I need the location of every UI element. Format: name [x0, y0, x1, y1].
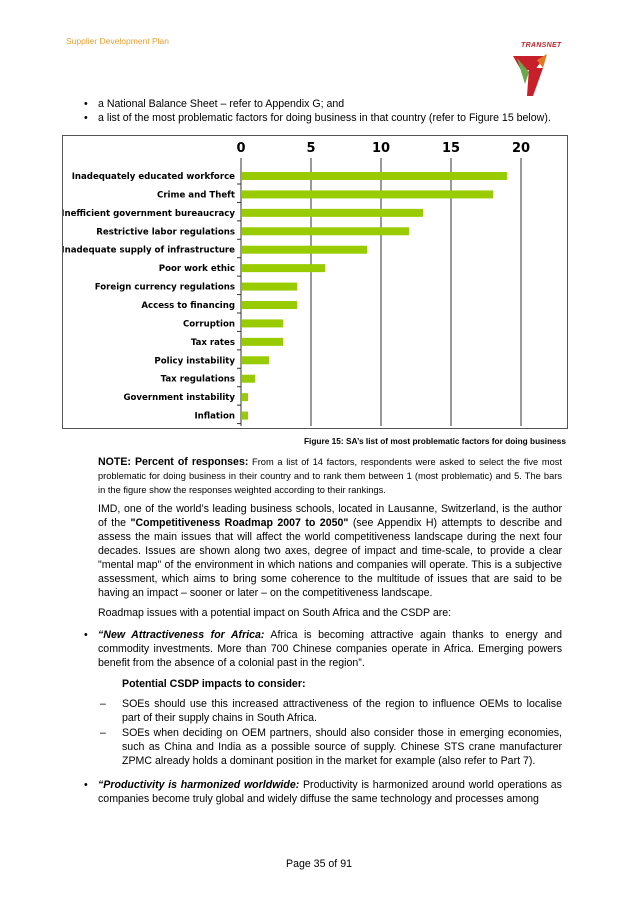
x-tick-label: 0: [236, 141, 246, 156]
imd-roadmap-title: "Competitiveness Roadmap 2007 to 2050": [130, 517, 349, 529]
item2-title: “Productivity is harmonized worldwide:: [98, 779, 300, 791]
bar: [242, 319, 283, 327]
category-label: Inflation: [194, 411, 235, 422]
category-label: Tax rates: [190, 337, 235, 348]
category-label: Government instability: [123, 393, 235, 404]
intro-bullet-2-text: a list of the most problematic factors for doing business in that country (refer to Figure 15 below).: [98, 112, 551, 124]
bar: [242, 283, 297, 291]
imd-text-1: IMD, one of the world’s leading business schools, located in Lausanne, Switzerland, is the author of the: [98, 503, 562, 529]
category-label: Tax regulations: [160, 374, 235, 385]
figure-caption: Figure 15: SA’s list of most problematic factors for doing business: [303, 436, 566, 446]
bar: [242, 393, 248, 401]
item1-text: Africa is becoming attractive again thanks to energy and commodity investments. More than 700 Chinese companies operate in Africa. Emerging powers benefit from the absence of a colonial past in the region”.: [98, 629, 562, 669]
roadmap-intro: Roadmap issues with a potential impact on South Africa and the CSDP are:: [98, 607, 452, 619]
logo-text: TRANSNET: [521, 42, 562, 49]
impact-item-2: – SOEs when deciding on OEM partners, should also consider those in emerging economies, such as China and India as a possible source of supply. Chinese STS crane manufacturer ZPMC already holds a dominant position in the market for example (also refer to Part 7).: [100, 727, 562, 767]
item1-paragraph: • “New Attractiveness for Africa: Africa is becoming attractive again thanks to energy and commodity investments. More than 700 Chinese companies operate in Africa. Emerging powers benefit from the absence of a colonial past in the region”.: [84, 629, 562, 669]
intro-bullet-1-text: a National Balance Sheet – refer to Appendix G; and: [98, 98, 345, 110]
imd-text-2: (see Appendix H) attempts to describe and assess the main issues that will affect the world competitiveness landscape during the next four decades. Issues are shown along two axes, degree of impact and time-scale, to provide a clear "mental map" of the environment in which nations and companies will operate. This is a subjective assessment, which aims to bring some coherence to the multitude of issues that are said to be having an impact – sooner or later – on the competitiveness landscape.: [98, 517, 562, 599]
imd-paragraph: [98, 502, 562, 600]
impact-item-1: – SOEs should use this increased attractiveness of the region to influence OEMs to localise part of their supply chains in South Africa.: [100, 698, 562, 724]
bar: [242, 227, 409, 235]
category-label: Crime and Theft: [157, 190, 235, 201]
x-tick-label: 5: [306, 141, 316, 156]
x-tick-label: 15: [441, 141, 461, 156]
category-label: Access to financing: [141, 301, 235, 311]
bar: [242, 264, 325, 272]
bar: [242, 172, 507, 180]
bar: [242, 375, 255, 383]
category-label: Policy instability: [154, 356, 235, 367]
bar: [242, 301, 297, 309]
x-tick-label: 10: [371, 141, 391, 156]
item2-text: Productivity is harmonized around world operations as companies become truly global and widely diffuse the same technology and processes among: [98, 779, 562, 805]
bar: [242, 190, 493, 198]
bar: [242, 246, 367, 254]
category-label: Inadequately educated workforce: [71, 172, 235, 182]
bar: [242, 356, 269, 364]
note-text: From a list of 14 factors, respondents were asked to select the five most problematic for doing business in their country and to rank them between 1 (most problematic) and 5. The bars in the figure show the responses weighted according to their rankings.: [98, 457, 562, 495]
category-label: Foreign currency regulations: [94, 282, 235, 293]
figure-15-chart: [62, 135, 568, 429]
impacts-heading: Potential CSDP impacts to consider:: [122, 678, 306, 690]
intro-bullet-1: • a National Balance Sheet – refer to Appendix G; and: [84, 98, 345, 110]
x-tick-label: 20: [511, 141, 531, 156]
category-label: Poor work ethic: [158, 264, 235, 275]
bar: [242, 338, 283, 346]
category-label: Inefficient government bureaucracy: [63, 208, 235, 219]
bar-chart: [63, 136, 567, 428]
impact-item-2-text: SOEs when deciding on OEM partners, should also consider those in emerging economies, such as China and India as a possible source of supply. Chinese STS crane manufacturer ZPMC already holds a dominant position in the market for example (also refer to Part 7).: [122, 727, 562, 767]
note-paragraph: [98, 455, 562, 497]
header-title: Supplier Development Plan: [66, 36, 170, 46]
category-label: Inadequate supply of infrastructure: [63, 245, 235, 256]
page-number: Page 35 of 91: [286, 858, 352, 870]
impact-item-1-text: SOEs should use this increased attractiveness of the region to influence OEMs to localise part of their supply chains in South Africa.: [122, 698, 562, 724]
transnet-logo: [507, 38, 571, 98]
item1-title: “New Attractiveness for Africa:: [98, 629, 265, 641]
intro-bullet-2: • a list of the most problematic factors for doing business in that country (refer to Figure 15 below).: [84, 112, 551, 124]
category-label: Restrictive labor regulations: [96, 227, 235, 238]
category-label: Corruption: [182, 319, 235, 330]
note-label: NOTE: Percent of responses:: [98, 456, 249, 468]
bar: [242, 209, 423, 217]
item2-paragraph: • “Productivity is harmonized worldwide: Productivity is harmonized around world operations as companies become truly global and widely diffuse the same technology and processes among: [84, 779, 562, 805]
bar: [242, 412, 248, 420]
